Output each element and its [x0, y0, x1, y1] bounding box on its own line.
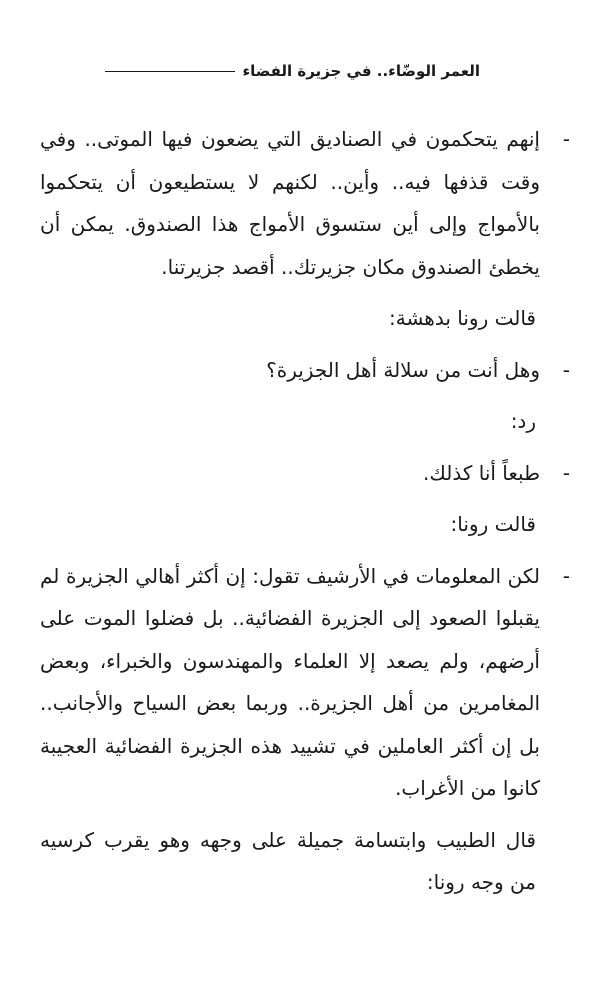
header-rule: [105, 71, 235, 72]
dialogue-paragraph: [40, 452, 570, 495]
dialogue-dash: -: [562, 357, 570, 382]
narration-paragraph: [40, 297, 570, 340]
narration-paragraph: [40, 503, 570, 546]
dialogue-dash: -: [562, 563, 570, 588]
paragraph-text: قال الطبيب وابتسامة جميلة على وجهه وهو يقرب كرسيه من وجه رونا:: [40, 827, 536, 894]
narration-paragraph: [40, 400, 570, 443]
paragraph-text: وهل أنت من سلالة أهل الجزيرة؟: [266, 357, 540, 382]
dialogue-dash: -: [562, 127, 570, 151]
paragraph-text: طبعاً أنا كذلك.: [423, 460, 540, 485]
paragraph-text: قالت رونا بدهشة:: [389, 306, 536, 330]
book-title: العمر الوضّاء.. في جزيرة الفضاء: [242, 62, 480, 80]
dialogue-paragraph: [40, 349, 570, 392]
paragraph-text: قالت رونا:: [450, 512, 536, 536]
narration-paragraph: [40, 819, 570, 904]
running-header: [40, 58, 480, 84]
paragraph-text: إنهم يتحكمون في الصناديق التي يضعون فيها الموتى.. وفي وقت قذفها فيه.. وأين.. لكنهم لا يستطيعون أن يتحكموا بالأمواج وإلى أين ستسوق الأمواج هذا الصندوق. يمكن أن يخطئ الصندوق مكان جزيرتك.. أقصد جزيرتنا.: [40, 127, 540, 279]
paragraph-text: لكن المعلومات في الأرشيف تقول: إن أكثر أهالي الجزيرة لم يقبلوا الصعود إلى الجزيرة الفضائية.. بل فضلوا الموت على أرضهم، ولم يصعد إلا العلماء والمهندسون والخبراء، وبعض المغامرين من أهل الجزيرة.. وربما بعض السياح والأجانب.. بل إن أكثر العاملين في تشييد هذه الجزيرة الفضائية العجيبة كانوا من الأغراب.: [40, 563, 540, 800]
page-body: [40, 118, 570, 913]
dialogue-paragraph: [40, 118, 570, 288]
dialogue-dash: -: [562, 460, 570, 485]
paragraph-text: رد:: [510, 409, 536, 433]
dialogue-paragraph: [40, 555, 570, 810]
